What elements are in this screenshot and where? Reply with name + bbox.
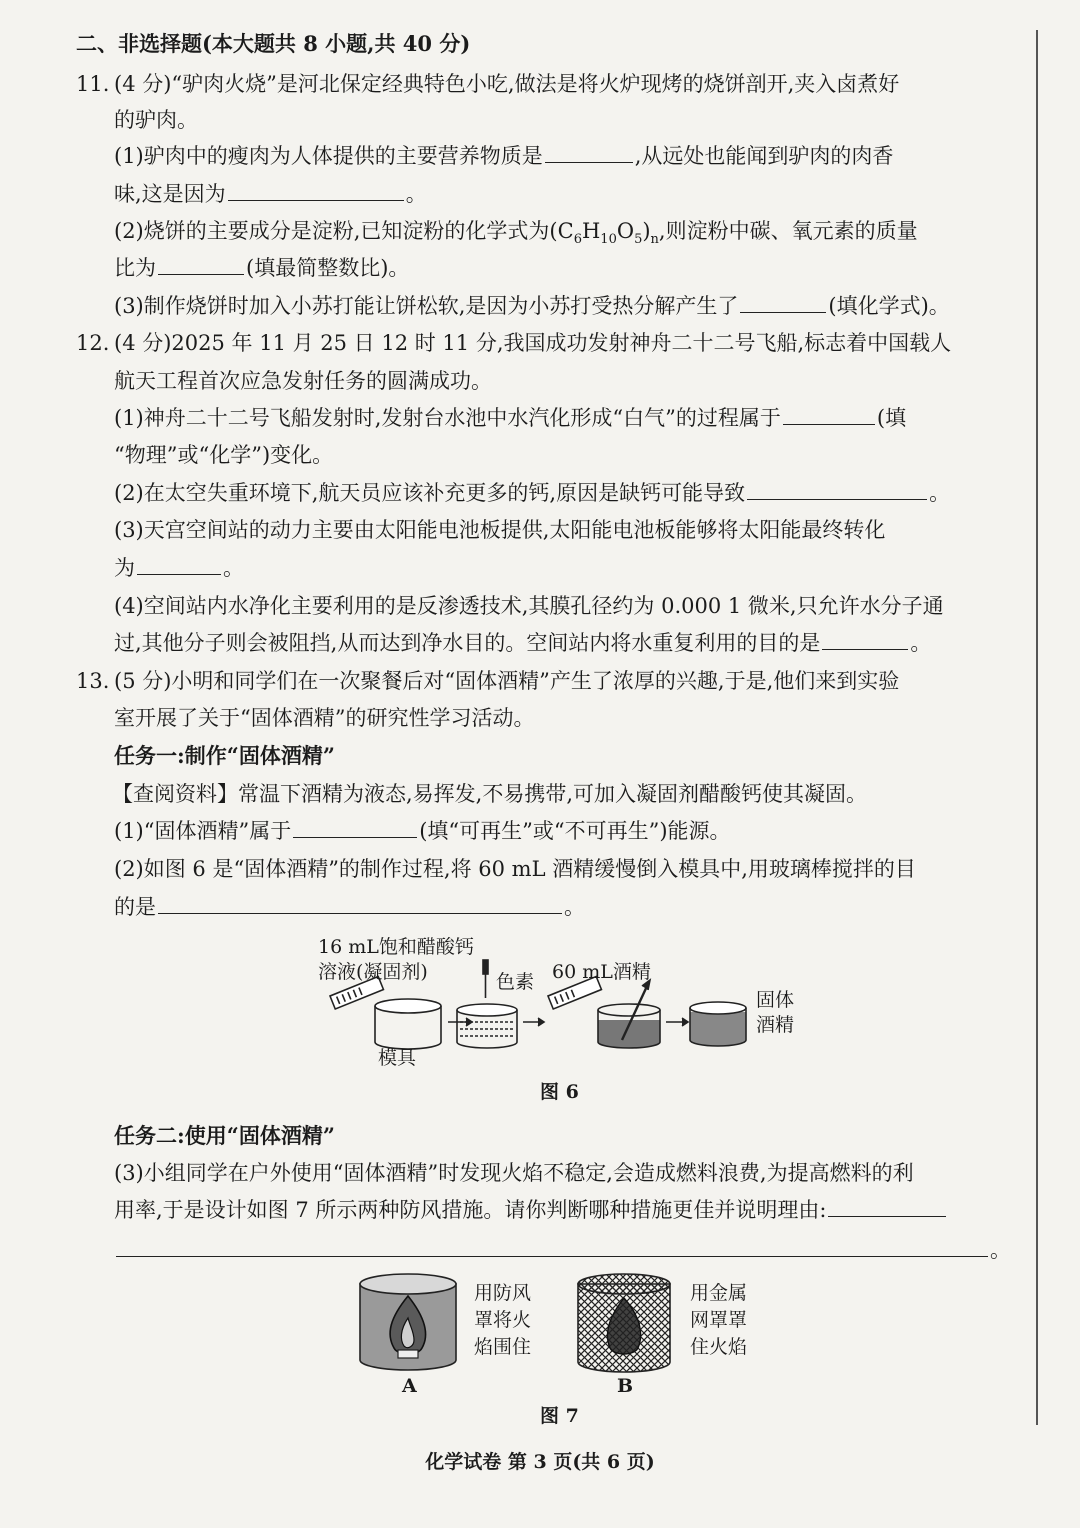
answer-blank[interactable]: [822, 629, 908, 650]
fig7-a-text-line2: 罩将火: [474, 1309, 532, 1331]
section-heading: 二、非选择题(本大题共 8 小题,共 40 分): [76, 31, 471, 56]
q12-part1-line1: (1)神舟二十二号飞船发射时,发射台水池中水汽化形成“白气”的过程属于 (填: [114, 406, 907, 430]
q13-part3-line2: 用率,于是设计如图 7 所示两种防风措施。请你判断哪种措施更佳并说明理由:: [114, 1196, 948, 1224]
fig6-label-pigment: 色素: [496, 971, 535, 993]
q13-part3-line3: 。: [114, 1236, 1011, 1264]
q12-part2: (2)在太空失重环境下,航天员应该补充更多的钙,原因是缺钙可能导致 。: [114, 481, 951, 505]
fig7-b-text-line3: 住火焰: [690, 1336, 748, 1358]
question-number-11: 11.: [76, 72, 110, 96]
cylinder-stirring: [598, 980, 660, 1048]
q13-part3-line1: (3)小组同学在户外使用“固体酒精”时发现火焰不稳定,会造成燃料浪费,为提高燃料的利: [114, 1161, 914, 1185]
q11-stem-line1: (4 分)“驴肉火烧”是河北保定经典特色小吃,做法是将火炉现烤的烧饼剖开,夹入卤煮好: [114, 72, 900, 96]
answer-blank[interactable]: [158, 893, 562, 914]
q13-part1: (1)“固体酒精”属于 (填“可再生”或“不可再生”)能源。: [114, 819, 731, 843]
q12-part4-line1: (4)空间站内水净化主要利用的是反渗透技术,其膜孔径约为 0.000 1 微米,只允许水分子通: [114, 594, 944, 618]
answer-blank[interactable]: [158, 254, 244, 275]
arrow-head: [538, 1018, 544, 1026]
fig7-b-label: B: [617, 1375, 634, 1397]
fig7-a-text-line1: 用防风: [474, 1282, 532, 1304]
q12-stem-line1: (4 分)2025 年 11 月 25 日 12 时 11 分,我国成功发射神舟二十二号飞船,标志着中国载人: [114, 331, 952, 355]
page-footer: 化学试卷 第 3 页(共 6 页): [425, 1451, 655, 1473]
q12-part1-line2: “物理”或“化学”)变化。: [114, 443, 334, 467]
fig6-label-mold: 模具: [378, 1047, 417, 1069]
q13-stem-line2: 室开展了关于“固体酒精”的研究性学习活动。: [114, 706, 535, 730]
pigment-dropper: [483, 960, 488, 998]
q13-part2-line2: 的是 。: [114, 895, 585, 919]
answer-blank[interactable]: [228, 180, 404, 201]
answer-blank[interactable]: [116, 1236, 988, 1257]
fig7-a-label: A: [402, 1375, 417, 1397]
q12-part3-line1: (3)天宫空间站的动力主要由太阳能电池板提供,太阳能电池板能够将太阳能最终转化: [114, 518, 886, 542]
question-number-12: 12.: [76, 331, 110, 355]
windshield-cover-a: [360, 1274, 456, 1370]
q13-part2-line1: (2)如图 6 是“固体酒精”的制作过程,将 60 mL 酒精缓慢倒入模具中,用玻璃棒搅拌的目: [114, 857, 916, 881]
q12-part4-line2: 过,其他分子则会被阻挡,从而达到净水目的。空间站内将水重复利用的目的是 。: [114, 631, 932, 655]
fig7-b-text-line1: 用金属: [690, 1282, 748, 1304]
q11-part2-line1: (2)烧饼的主要成分是淀粉,已知淀粉的化学式为$(C_6H_{10}O_5)_n$,则淀粉中碳、氧元素的质量: [114, 219, 918, 248]
metal-mesh-cover-b: [578, 1274, 670, 1372]
task-two-heading: 任务二:使用“固体酒精”: [114, 1123, 335, 1148]
fig6-label-reagent-line2: 溶液(凝固剂): [318, 961, 428, 983]
reference-info: 【查阅资料】常温下酒精为液态,易挥发,不易携带,可加入凝固剂醋酸钙使其凝固。: [112, 782, 868, 806]
q11-part1-line2: 味,这是因为 。: [114, 182, 427, 206]
q11-part2-line2: 比为 (填最简整数比)。: [114, 256, 410, 280]
answer-blank[interactable]: [828, 1196, 946, 1217]
answer-blank[interactable]: [747, 479, 927, 500]
q12-part3-line2: 为 。: [114, 556, 244, 580]
answer-blank[interactable]: [137, 554, 221, 575]
q13-stem-line1: (5 分)小明和同学们在一次聚餐后对“固体酒精”产生了浓厚的兴趣,于是,他们来到实验: [114, 669, 900, 693]
figure-7-caption: 图 7: [540, 1405, 579, 1427]
fig6-label-alcohol: 60 mL酒精: [552, 961, 651, 983]
fig6-label-reagent-line1: 16 mL饱和醋酸钙: [318, 936, 474, 958]
q12-stem-line2: 航天工程首次应急发射任务的圆满成功。: [114, 369, 492, 393]
fig7-a-text-line3: 焰围住: [474, 1336, 532, 1358]
q11-part1-line1: (1)驴肉中的瘦肉为人体提供的主要营养物质是 ,从远处也能闻到驴肉的肉香: [114, 144, 894, 168]
q11-stem-line2: 的驴肉。: [114, 108, 198, 132]
answer-blank[interactable]: [783, 404, 875, 425]
task-one-heading: 任务一:制作“固体酒精”: [114, 743, 335, 768]
answer-blank[interactable]: [293, 817, 417, 838]
mold-cylinder: [375, 999, 441, 1049]
answer-blank[interactable]: [740, 292, 826, 313]
fig7-b-text-line2: 网罩罩: [690, 1309, 748, 1331]
fig6-label-product-line1: 固体: [756, 989, 795, 1011]
figure-6-caption: 图 6: [540, 1081, 579, 1103]
answer-blank[interactable]: [545, 142, 633, 163]
arrow-head: [682, 1018, 688, 1026]
margin-rule: [1036, 30, 1038, 1425]
question-number-13: 13.: [76, 669, 110, 693]
fig6-label-product-line2: 酒精: [756, 1014, 795, 1036]
cylinder-solid-alcohol: [690, 1002, 746, 1046]
q11-part3: (3)制作烧饼时加入小苏打能让饼松软,是因为小苏打受热分解产生了 (填化学式)。: [114, 294, 950, 318]
